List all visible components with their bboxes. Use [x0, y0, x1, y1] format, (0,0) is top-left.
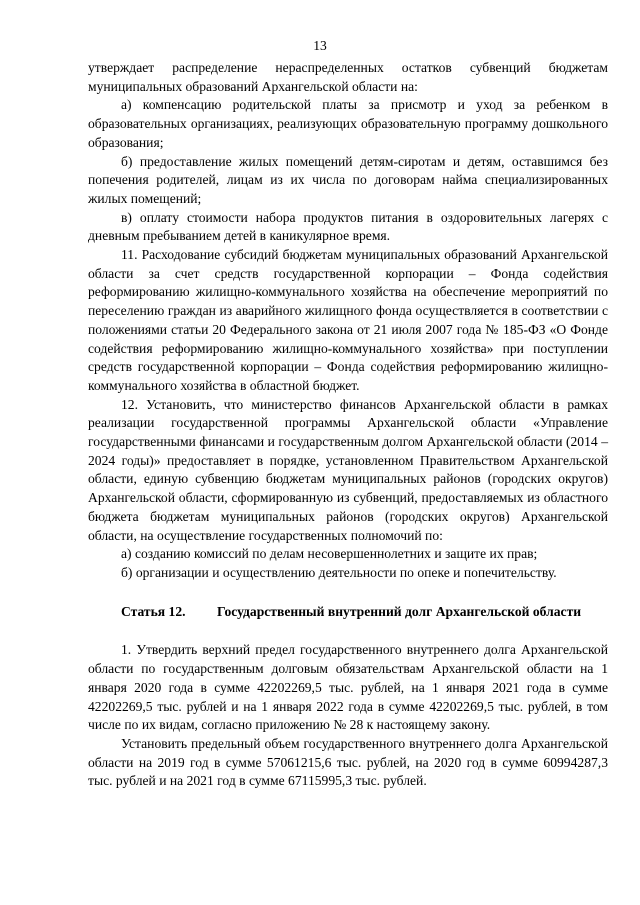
list-item-b-housing: б) предоставление жилых помещений детям-сиротам и детям, оставшимся без попечения родителей, лицам из их числа по договорам найма специализированных жилых помещений; [88, 153, 608, 206]
article-paragraph-1: 1. Утвердить верхний предел государственного внутреннего долга Архангельской области по государственным долговым обязательствам Архангельской области на 1 января 2020 года в сумме 42202269,5 тыс. рублей, на 1 января 2021 года в сумме 42202269,5 тыс. рублей и на 1 января 2022 года в сумме 42202269,5 тыс. рублей, в том числе по их видам, согласно приложению № 28 к настоящему закону. [88, 642, 608, 733]
paragraph-item-11: 11. Расходование субсидий бюджетам муниципальных образований Архангельской области за счет средств государственной корпорации – Фонда содействия реформированию жилищно-коммунального хозяйства на обеспечение мероприятий по переселению граждан из аварийного жилищного фонда осуществляется в соответствии с положениями статьи 20 Федерального закона от 21 июля 2007 года № 185-ФЗ «О Фонде содействия реформированию жилищно-коммунального хозяйства» при поступлении средств государственной корпорации – Фонда содействия реформированию жилищно-коммунального хозяйства в областной бюджет. [88, 247, 608, 393]
article-heading [88, 603, 608, 622]
article-paragraph-2: Установить предельный объем государственного внутреннего долга Архангельской области на 2019 год в сумме 57061215,6 тыс. рублей, на 2020 год в сумме 60994287,3 тыс. рублей и на 2021 год в сумме 67115995,3 тыс. рублей. [88, 735, 608, 789]
list-item-b-guardianship: б) организации и осуществлению деятельности по опеке и попечительству. [121, 564, 557, 580]
paragraph-intro: утверждает распределение нераспределенных остатков субвенций бюджетам муниципальных образований Архангельской области на: [88, 60, 608, 94]
list-item-a-commissions: а) созданию комиссий по делам несовершеннолетних и защите их прав; [121, 546, 538, 562]
list-item-v-nutrition: в) оплату стоимости набора продуктов питания в оздоровительных лагерях с дневным пребыванием детей в каникулярное время. [88, 209, 608, 244]
document-body [88, 59, 608, 791]
list-item-a-compensation: а) компенсацию родительской платы за присмотр и уход за ребенком в образовательных организациях, реализующих образовательную программу дошкольного образования; [88, 97, 608, 150]
article-title: Государственный внутренний долг Архангельской области [217, 603, 582, 619]
article-number: Статья 12. [121, 603, 186, 619]
paragraph-item-12: 12. Установить, что министерство финансов Архангельской области в рамках реализации государственной программы Архангельской области «Управление государственными финансами и государственным долгом Архангельской области (2014 – 2024 годы)» предоставляет в порядке, установленном Правительством Архангельской области, единую субвенцию бюджетам муниципальных районов (городских округов) Архангельской области, сформированную из субвенций, предоставляемых из областного бюджета бюджетам муниципальных районов (городских округов) Архангельской области, на осуществление государственных полномочий по: [88, 396, 608, 543]
page-number: 13 [313, 38, 327, 53]
